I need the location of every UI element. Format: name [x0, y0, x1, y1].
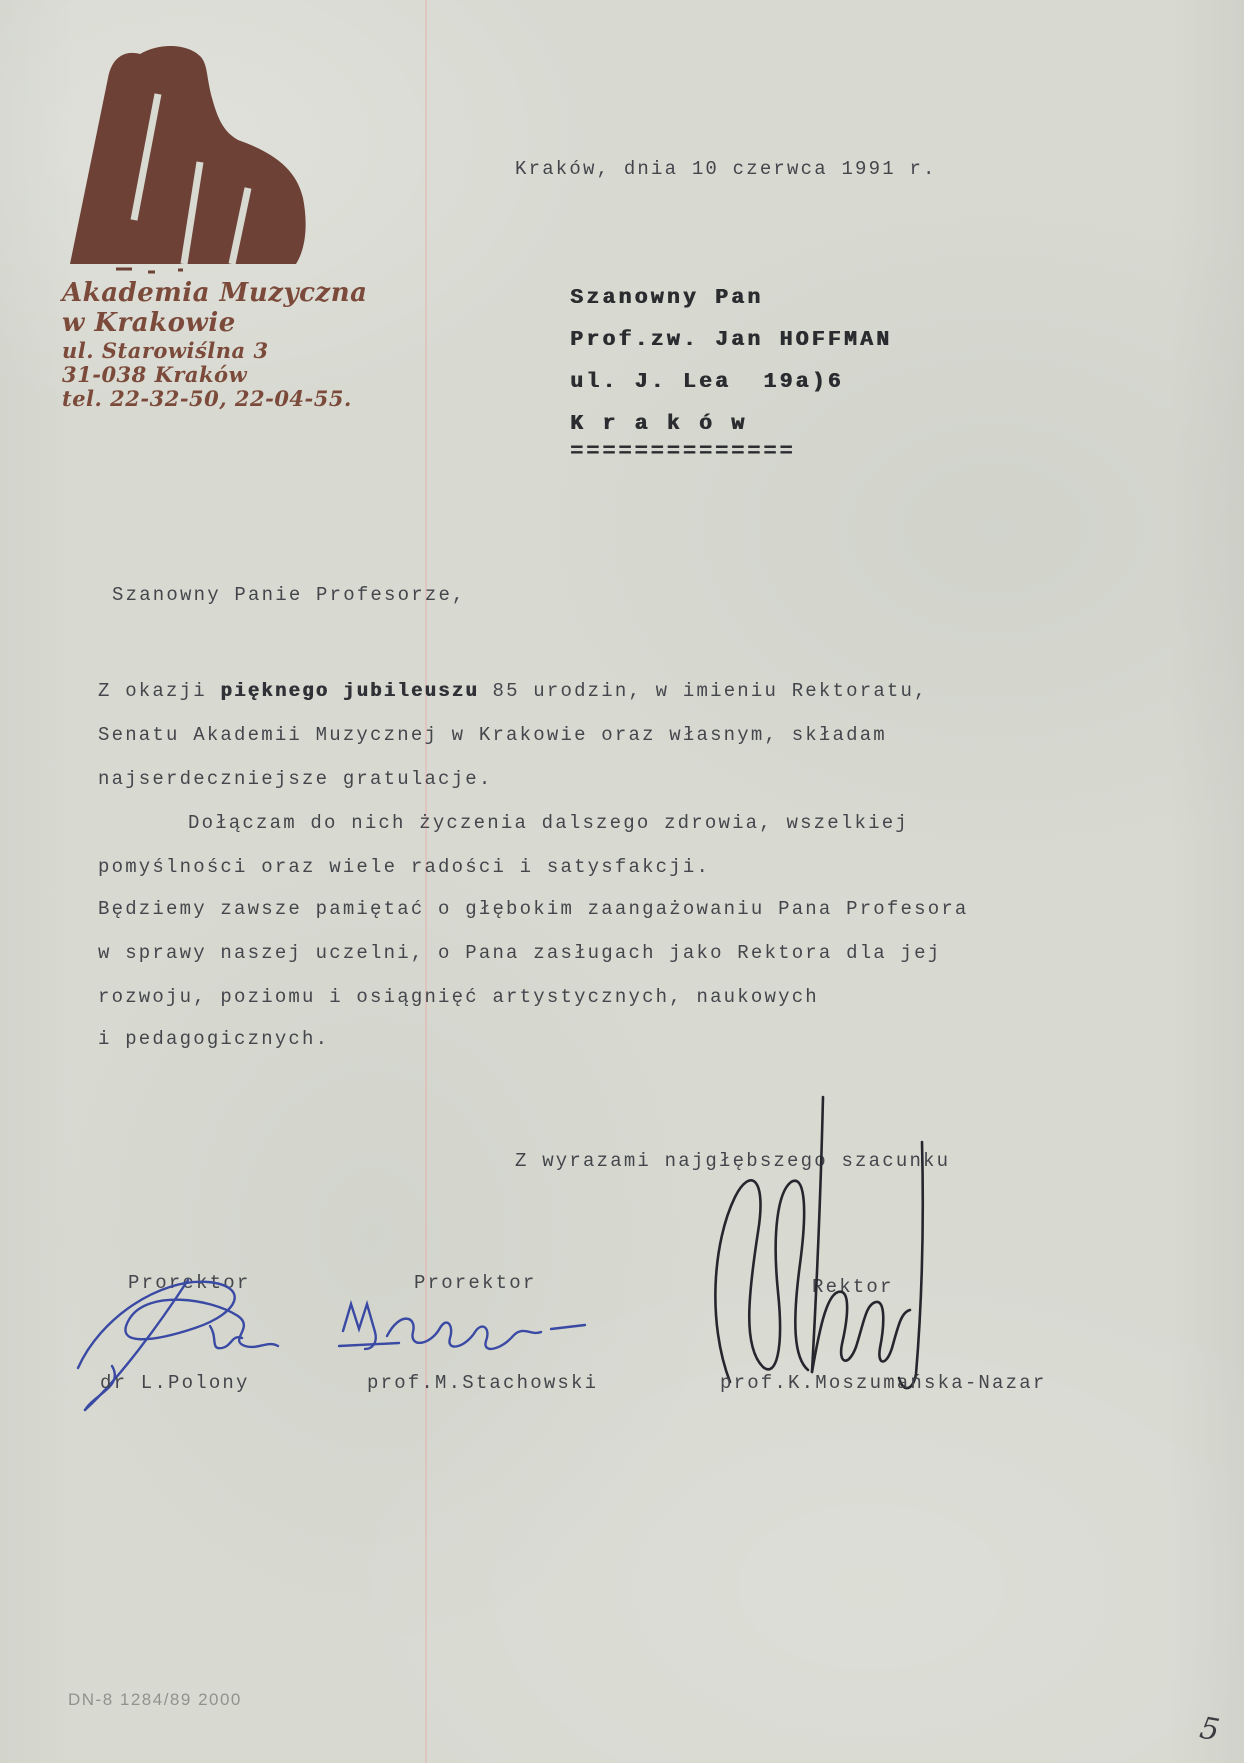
- salutation: Szanowny Panie Profesorze,: [112, 584, 466, 606]
- recipient-name: Prof.zw. Jan HOFFMAN: [570, 328, 893, 352]
- body-line-6: Będziemy zawsze pamiętać o głębokim zaangażowaniu Pana Profesora: [98, 898, 969, 920]
- body-line-1: [98, 680, 928, 702]
- body-line-1-pre: Z okazji: [98, 680, 221, 702]
- signature-name-stachowski: prof.M.Stachowski: [367, 1372, 599, 1394]
- signature-title-rektor: Rektor: [812, 1276, 894, 1298]
- body-line-8: rozwoju, poziomu i osiągnięć artystycznych, naukowych: [98, 986, 819, 1008]
- signature-title-prorektor-2: Prorektor: [414, 1272, 537, 1294]
- letterhead-address-line2: 31-038 Kraków: [62, 362, 248, 387]
- body-line-9: i pedagogicznych.: [98, 1028, 330, 1050]
- signature-moszumanska-ink: [695, 1082, 945, 1402]
- recipient-city: K r a k ó w: [570, 412, 748, 436]
- letterhead-name-line2: w Krakowie: [62, 308, 236, 338]
- body-line-7: w sprawy naszej uczelni, o Pana zasługach jako Rektora dla jej: [98, 942, 942, 964]
- letterhead-address-line1: ul. Starowiślna 3: [62, 338, 269, 363]
- form-print-code: DN-8 1284/89 2000: [68, 1690, 242, 1709]
- handwritten-page-number: 5: [1197, 1710, 1222, 1749]
- signature-title-prorektor-1: Prorektor: [128, 1272, 251, 1294]
- signature-name-moszumanska: prof.K.Moszumańska-Nazar: [720, 1372, 1047, 1394]
- body-line-4: Dołączam do nich życzenia dalszego zdrowia, wszelkiej: [188, 812, 909, 834]
- letterhead-name-line1: Akademia Muzyczna: [62, 278, 368, 308]
- body-line-3: najserdeczniejsze gratulacje.: [98, 768, 493, 790]
- recipient-honorific: Szanowny Pan: [570, 286, 764, 310]
- date-line: Kraków, dnia 10 czerwca 1991 r.: [515, 158, 937, 180]
- body-line-1-post: 85 urodzin, w imieniu Rektoratu,: [478, 680, 928, 702]
- signature-name-polony: dr L.Polony: [100, 1372, 250, 1394]
- body-line-2: Senatu Akademii Muzycznej w Krakowie oraz własnym, składam: [98, 724, 887, 746]
- scan-crease-line: [425, 0, 427, 1763]
- recipient-underline: ==============: [570, 440, 796, 464]
- recipient-street: ul. J. Lea 19a)6: [570, 370, 844, 394]
- body-line-1-bold: pięknego jubileuszu: [220, 680, 479, 702]
- closing-line: Z wyrazami najgłębszego szacunku: [515, 1150, 951, 1172]
- body-line-5: pomyślności oraz wiele radości i satysfakcji.: [98, 856, 711, 878]
- piano-logo-icon: [60, 42, 312, 277]
- letterhead-phone-line: tel. 22-32-50, 22-04-55.: [62, 386, 352, 411]
